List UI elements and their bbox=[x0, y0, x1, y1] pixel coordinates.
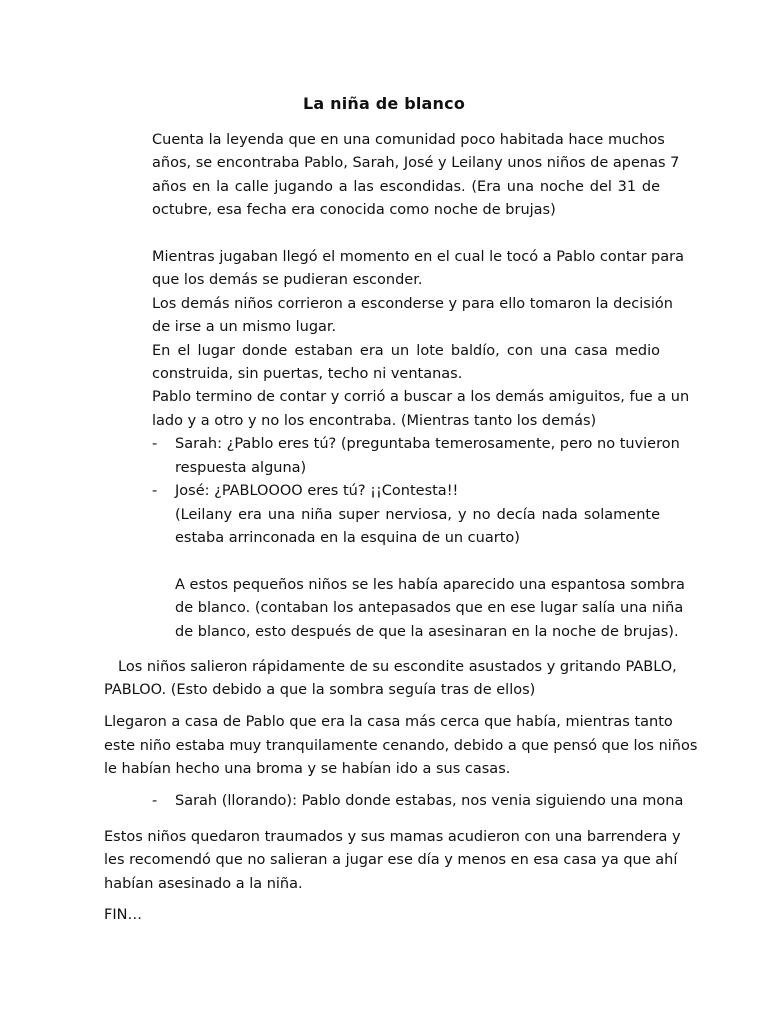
text-line: que los demás se pudieran esconder. bbox=[152, 272, 423, 288]
text-line: de blanco, esto después de que la asesinaran en la noche de brujas). bbox=[175, 624, 679, 640]
list-dash: - bbox=[152, 436, 158, 452]
text-line: les recomendó que no salieran a jugar ese día y menos en esa casa ya que ahí bbox=[104, 852, 678, 868]
text-line: habían asesinado a la niña. bbox=[104, 876, 303, 892]
list-dash: - bbox=[152, 793, 158, 809]
text-line: FIN… bbox=[104, 907, 142, 923]
text-line: Los demás niños corrieron a esconderse y para ello tomaron la decisión bbox=[152, 296, 673, 312]
text-line: Llegaron a casa de Pablo que era la casa más cerca que había, mientras tanto bbox=[104, 714, 673, 730]
text-line: construida, sin puertas, techo ni ventanas. bbox=[152, 366, 463, 382]
text-line: PABLOO. (Esto debido a que la sombra seguía tras de ellos) bbox=[104, 682, 536, 698]
text-line: estaba arrinconada en la esquina de un cuarto) bbox=[175, 530, 520, 546]
text-line: En el lugar donde estaban era un lote baldío, con una casa medio bbox=[152, 343, 660, 359]
text-line: años en la calle jugando a las escondidas. (Era una noche del 31 de bbox=[152, 179, 660, 195]
text-line: Sarah (llorando): Pablo donde estabas, nos venia siguiendo una mona bbox=[175, 793, 684, 809]
text-line: A estos pequeños niños se les había aparecido una espantosa sombra bbox=[175, 577, 685, 593]
text-line: respuesta alguna) bbox=[175, 460, 307, 476]
text-line: José: ¿PABLOOOO eres tú? ¡¡Contesta!! bbox=[175, 483, 459, 499]
text-line: Estos niños quedaron traumados y sus mamas acudieron con una barrendera y bbox=[104, 829, 681, 845]
text-line: lado y a otro y no los encontraba. (Mientras tanto los demás) bbox=[152, 413, 597, 429]
text-line: Cuenta la leyenda que en una comunidad poco habitada hace muchos bbox=[152, 132, 665, 148]
text-line: le habían hecho una broma y se habían ido a sus casas. bbox=[104, 761, 511, 777]
text-line: de irse a un mismo lugar. bbox=[152, 319, 337, 335]
text-line: octubre, esa fecha era conocida como noche de brujas) bbox=[152, 202, 556, 218]
text-line: Los niños salieron rápidamente de su escondite asustados y gritando PABLO, bbox=[118, 659, 677, 675]
text-line: este niño estaba muy tranquilamente cenando, debido a que pensó que los niños bbox=[104, 738, 698, 754]
text-line: Pablo termino de contar y corrió a buscar a los demás amiguitos, fue a un bbox=[152, 389, 690, 405]
document-title: La niña de blanco bbox=[302, 94, 466, 113]
text-line: años, se encontraba Pablo, Sarah, José y Leilany unos niños de apenas 7 bbox=[152, 155, 680, 171]
text-line: Sarah: ¿Pablo eres tú? (preguntaba temerosamente, pero no tuvieron bbox=[175, 436, 680, 452]
text-line: de blanco. (contaban los antepasados que en ese lugar salía una niña bbox=[175, 600, 684, 616]
text-line: Mientras jugaban llegó el momento en el cual le tocó a Pablo contar para bbox=[152, 249, 684, 265]
list-dash: - bbox=[152, 483, 158, 499]
text-line: (Leilany era una niña super nerviosa, y no decía nada solamente bbox=[175, 507, 660, 523]
